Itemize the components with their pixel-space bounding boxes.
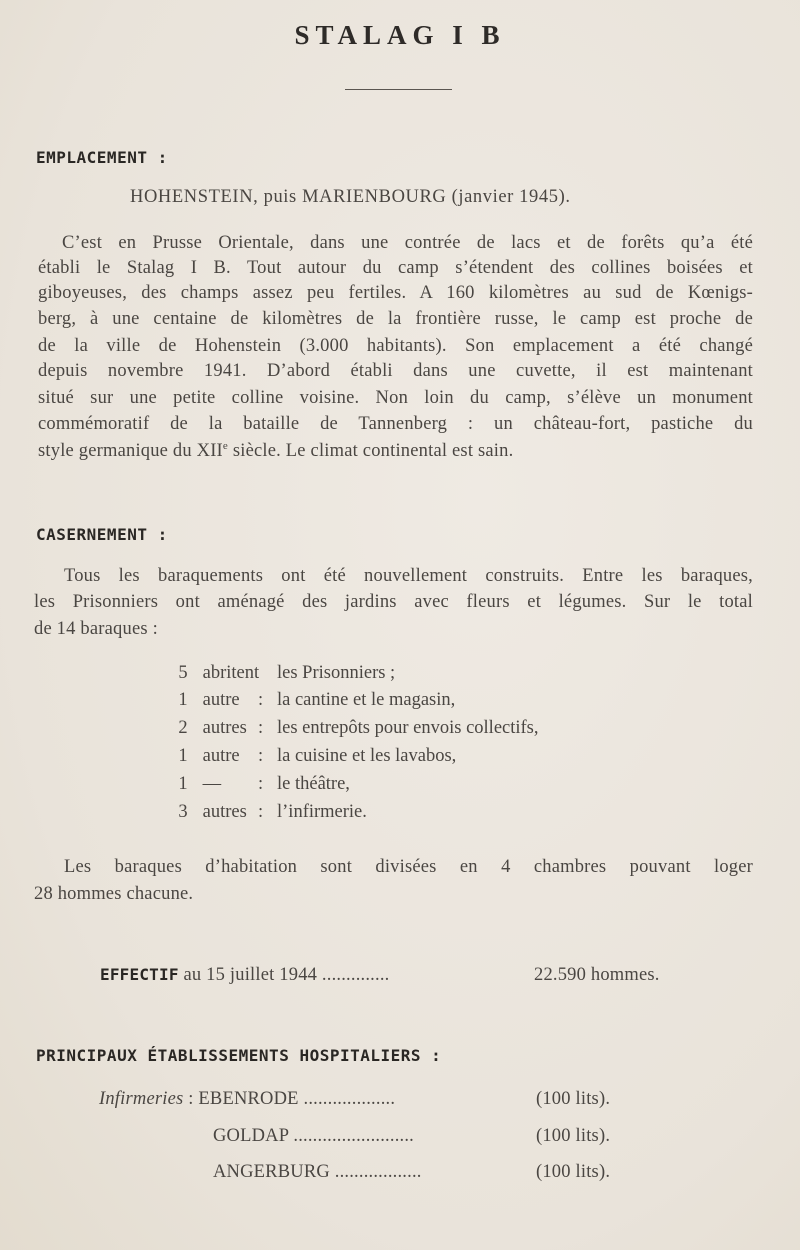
list-item-use: la cantine et le magasin, xyxy=(277,690,456,710)
paragraph-line: établi le Stalag I B. Tout autour du camp s’étendent des collines boisées et xyxy=(38,258,753,278)
hospital-name: ANGERBURG xyxy=(213,1162,330,1182)
paragraph-line: giboyeuses, des champs assez peu fertiles. A 160 kilomètres au sud de Kœnigs- xyxy=(38,283,753,303)
title-divider xyxy=(345,89,452,90)
effectif-value: 22.590 hommes. xyxy=(534,965,660,985)
paragraph-line: Les baraques d’habitation sont divisées en 4 chambres pouvant loger xyxy=(64,857,753,877)
paragraph-line: Tous les baraquements ont été nouvellement construits. Entre les baraques, xyxy=(64,566,753,586)
hospital-category: Infirmeries xyxy=(99,1089,184,1109)
list-item-use: les Prisonniers ; xyxy=(277,663,396,683)
list-item-use: les entrepôts pour envois collectifs, xyxy=(277,718,539,738)
paragraph-text: style germanique du XII xyxy=(38,441,223,462)
paragraph-line: berg, à une centaine de kilomètres de la frontière russe, le camp est proche de xyxy=(38,309,753,329)
paragraph-line-last xyxy=(38,440,513,462)
paragraph-text: siècle. Le climat continental est sain. xyxy=(228,441,514,462)
list-item: 1 autre xyxy=(178,746,240,766)
list-item: 1 — xyxy=(178,774,222,794)
paragraph-line: les Prisonniers ont aménagé des jardins avec fleurs et légumes. Sur le total xyxy=(34,592,753,612)
hospital-row: Infirmeries : EBENRODE ................... xyxy=(99,1089,396,1109)
hospital-row xyxy=(213,1126,414,1147)
paragraph-line-last: de 14 baraques : xyxy=(34,619,158,639)
list-item: 1 autre xyxy=(178,690,240,710)
superscript: e xyxy=(222,440,229,452)
list-item: 5 abritent xyxy=(178,663,260,683)
list-item: 3 autres xyxy=(178,802,247,822)
hospital-name: EBENRODE xyxy=(198,1089,299,1109)
hospital-beds: (100 lits). xyxy=(536,1162,611,1182)
leader-dots: ......................... xyxy=(288,1126,414,1146)
list-item-sep: : xyxy=(258,746,264,766)
effectif-label: EFFECTIF xyxy=(100,965,179,984)
list-item-sep: : xyxy=(258,774,264,794)
effectif-line xyxy=(100,965,389,986)
paragraph-line: depuis novembre 1941. D’abord établi dans une cuvette, il est maintenant xyxy=(38,361,753,381)
list-item-use: le théâtre, xyxy=(277,774,350,794)
leader-dots: .................. xyxy=(329,1162,422,1182)
effectif-text: au 15 juillet 1944 .............. xyxy=(178,965,390,985)
paragraph-line: situé sur une petite colline voisine. Non loin du camp, s’élève un monument xyxy=(38,388,753,408)
leader-dots: ................... xyxy=(298,1089,396,1109)
emplacement-heading: EMPLACEMENT : xyxy=(36,148,168,167)
paragraph-line-last: 28 hommes chacune. xyxy=(34,884,194,904)
paragraph-line: C’est en Prusse Orientale, dans une contrée de lacs et de forêts qu’a été xyxy=(62,233,753,253)
hospital-beds: (100 lits). xyxy=(536,1089,611,1109)
hospital-beds: (100 lits). xyxy=(536,1126,611,1146)
list-item-use: l’infirmerie. xyxy=(277,802,367,822)
emplacement-location: HOHENSTEIN, puis MARIENBOURG (janvier 1945). xyxy=(130,187,571,207)
list-item-sep: : xyxy=(258,718,264,738)
list-item-sep: : xyxy=(258,690,264,710)
page-title: STALAG I B xyxy=(294,20,506,50)
paragraph-line: commémoratif de la bataille de Tannenberg : un château-fort, pastiche du xyxy=(38,414,753,434)
list-item-sep: : xyxy=(258,802,264,822)
hospitaliers-heading: PRINCIPAUX ÉTABLISSEMENTS HOSPITALIERS : xyxy=(36,1046,442,1065)
hospital-name: GOLDAP xyxy=(213,1126,289,1146)
list-item-use: la cuisine et les lavabos, xyxy=(277,746,457,766)
hospital-row xyxy=(213,1162,422,1183)
paragraph-line: de la ville de Hohenstein (3.000 habitants). Son emplacement a été changé xyxy=(38,336,753,356)
casernement-heading: CASERNEMENT : xyxy=(36,525,168,544)
list-item: 2 autres xyxy=(178,718,247,738)
